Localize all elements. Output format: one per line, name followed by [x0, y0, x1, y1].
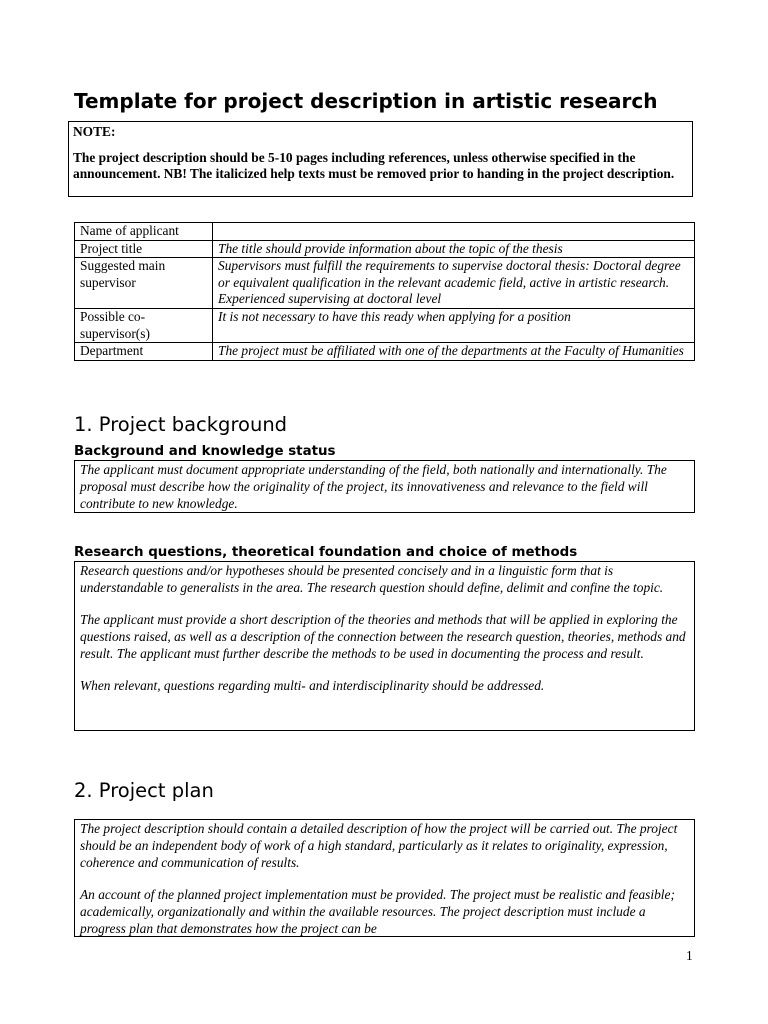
main-supervisor-label: Suggested main supervisor — [75, 258, 213, 309]
background-heading: Background and knowledge status — [74, 444, 336, 459]
project-plan-help-box — [74, 819, 695, 937]
background-help-text: The applicant must document appropriate understanding of the field, both nationally and internationally. The proposal must describe how the originality of the project, its innovativeness and relevance to the field will contribute to new knowledge. — [80, 462, 667, 511]
page-number: 1 — [686, 948, 693, 963]
research-questions-paragraph: Research questions and/or hypotheses should be presented concisely and in a linguistic form that is understandable to generalists in the area. The research question should define, delimit and confine the topic. — [80, 563, 664, 595]
project-plan-paragraph: The project description should contain a detailed description of how the project will be carried out. The project should be an independent body of work of a high standard, particularly as it relates to originality, expression, coherence and communication of results. — [80, 821, 678, 870]
name-of-applicant-label: Name of applicant — [75, 223, 213, 241]
theories-methods-paragraph: The applicant must provide a short description of the theories and methods that will be applied in exploring the questions raised, as well as a description of the connection between the research question, theories, methods and result. The applicant must further describe the methods to be used in documenting the process and result. — [80, 612, 686, 661]
note-text: The project description should be 5-10 pages including references, unless otherwise specified in the announcement. NB! The italicized help texts must be removed prior to handing in the project description. — [73, 149, 675, 181]
co-supervisor-value: It is not necessary to have this ready when applying for a position — [213, 308, 695, 342]
main-supervisor-value: Supervisors must fulfill the requirements to supervise doctoral thesis: Doctoral degree or equivalent qualification in the relevant academic field, active in artistic research. Experienced supervising at doctoral level — [213, 258, 695, 309]
co-supervisor-label: Possible co-supervisor(s) — [75, 308, 213, 342]
department-value: The project must be affiliated with one of the departments at the Faculty of Humanities — [213, 343, 695, 361]
section-2-heading: 2. Project plan — [74, 779, 214, 802]
section-1-heading: 1. Project background — [74, 413, 288, 436]
project-title-value: The title should provide information about the topic of the thesis — [213, 240, 695, 258]
implementation-paragraph: An account of the planned project implementation must be provided. The project must be realistic and feasible; academically, organizationally and within the available resources. The project description must include a progress plan that demonstrates how the project can be — [80, 887, 675, 936]
background-help-box — [74, 460, 695, 513]
table-row — [75, 240, 695, 258]
project-title-label: Project title — [75, 240, 213, 258]
page-title: Template for project description in artistic research — [74, 89, 658, 113]
note-box — [68, 121, 693, 197]
table-row — [75, 258, 695, 309]
applicant-info-table — [74, 222, 695, 361]
note-label: NOTE: — [73, 124, 116, 139]
table-row — [75, 223, 695, 241]
research-questions-heading: Research questions, theoretical foundation and choice of methods — [74, 545, 578, 560]
name-of-applicant-value — [213, 223, 695, 241]
table-row — [75, 308, 695, 342]
department-label: Department — [75, 343, 213, 361]
table-row — [75, 343, 695, 361]
interdisciplinarity-paragraph: When relevant, questions regarding multi- and interdisciplinarity should be addressed. — [80, 678, 545, 693]
research-questions-help-box — [74, 561, 695, 731]
